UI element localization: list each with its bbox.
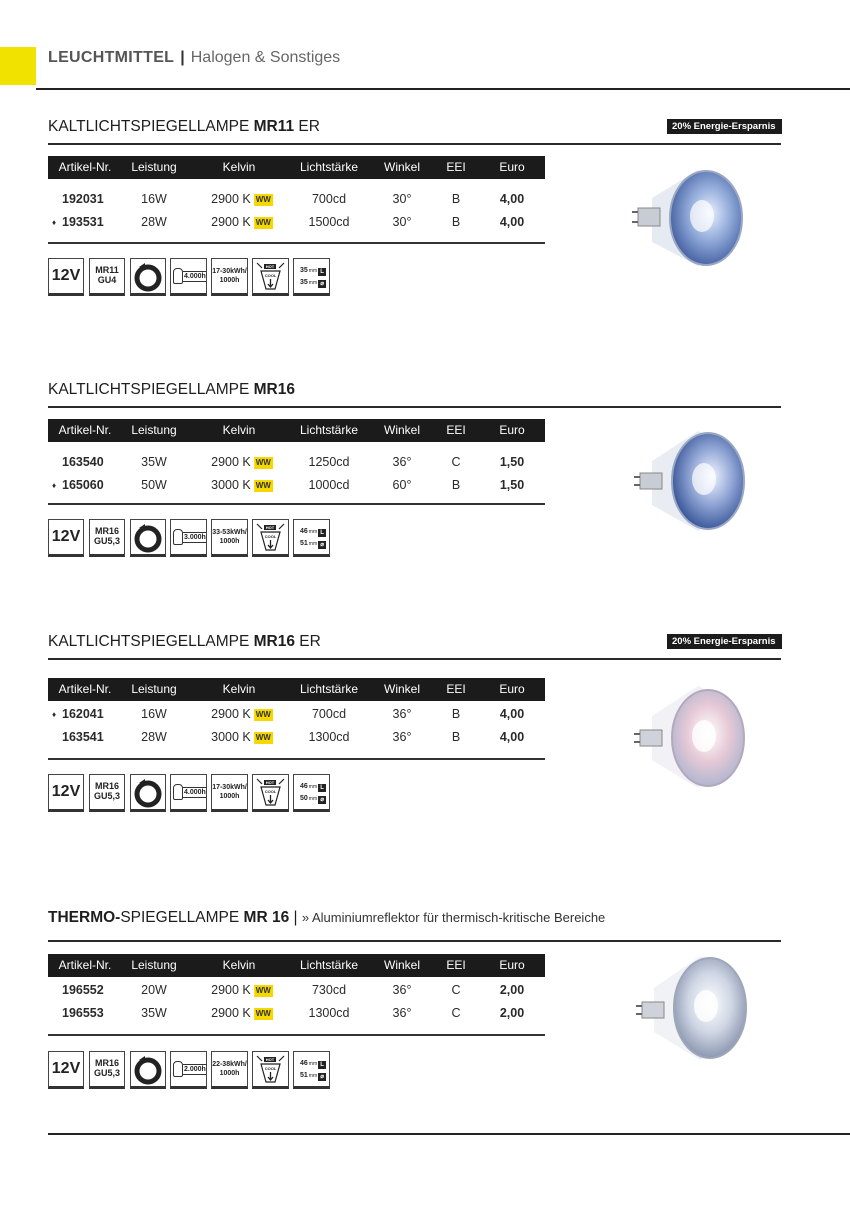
kelvin-value: 2900 K WW (211, 1006, 271, 1020)
article-number: ♦ 165060 (52, 478, 104, 492)
lifetime-icon: 4.000h (170, 258, 207, 296)
intensity-value: 700cd (311, 707, 347, 721)
dimmable-icon (130, 519, 166, 557)
svg-text:COOL: COOL (264, 273, 277, 278)
cool-beam-icon (252, 258, 289, 296)
table-divider (48, 1034, 545, 1036)
warm-white-icon: WW (255, 1009, 271, 1018)
col-leistung: Leistung (131, 423, 177, 437)
eei-value: B (451, 192, 461, 206)
price-value: 2,00 (499, 983, 525, 997)
price-value: 2,00 (499, 1006, 525, 1020)
col-winkel: Winkel (383, 160, 421, 174)
angle-value: 60° (392, 478, 412, 492)
price-value: 4,00 (499, 215, 525, 229)
col-artikel: Artikel-Nr. (58, 958, 112, 972)
power-value: 35W (141, 455, 167, 469)
table-row (48, 1002, 545, 1025)
col-lichtstaerke: Lichtstärke (299, 682, 359, 696)
lifetime-icon: 3.000h (170, 519, 207, 557)
col-leistung: Leistung (131, 682, 177, 696)
chapter-tab-marker (0, 47, 36, 85)
section-divider (48, 940, 781, 942)
energy-consumption-icon: 22-38kWh/ 1000h (211, 1051, 248, 1089)
eei-value: C (451, 983, 461, 997)
socket-icon: MR16 GU5,3 (89, 519, 125, 557)
kelvin-value: 3000 K WW (211, 478, 271, 492)
energy-savings-badge: 20% Energie-Ersparnis (667, 119, 782, 134)
article-number: ♦ 162041 (52, 707, 104, 721)
angle-value: 30° (392, 215, 412, 229)
intensity-value: 1300cd (308, 1006, 350, 1020)
power-value: 20W (141, 983, 167, 997)
table-header (48, 419, 545, 442)
col-euro: Euro (499, 423, 525, 437)
svg-text:HOT: HOT (265, 264, 275, 269)
svg-text:HOT: HOT (265, 525, 275, 530)
dimensions-icon: 46mm L 51mm ⌀ (293, 519, 330, 557)
kelvin-value: 2900 K WW (211, 707, 271, 721)
length-icon: L (318, 1061, 326, 1069)
angle-value: 36° (392, 707, 412, 721)
diameter-icon: ⌀ (318, 280, 326, 288)
table-divider (48, 758, 545, 760)
kelvin-value: 2900 K WW (211, 455, 271, 469)
socket-icon: MR16 GU5,3 (89, 774, 125, 812)
col-eei: EEI (446, 958, 466, 972)
table-divider (48, 503, 545, 505)
col-kelvin: Kelvin (222, 160, 256, 174)
intensity-value: 1300cd (308, 730, 350, 744)
section-divider (48, 406, 781, 408)
lifetime-icon: 2.000h (170, 1051, 207, 1089)
length-icon: L (318, 268, 326, 276)
section-title: KALTLICHTSPIEGELLAMPE MR11 ER (48, 118, 320, 135)
diameter-icon: ⌀ (318, 541, 326, 549)
energy-consumption-icon: 17-30kWh/ 1000h (211, 258, 248, 296)
angle-value: 36° (392, 455, 412, 469)
col-kelvin: Kelvin (222, 958, 256, 972)
table-row (48, 979, 545, 1002)
header-separator: | (180, 49, 185, 66)
warm-white-icon: WW (255, 710, 271, 719)
lamp-image-mr16-er (628, 678, 752, 798)
voltage-icon: 12V (48, 519, 84, 557)
dimmable-icon (130, 1051, 166, 1089)
warm-white-icon: WW (255, 195, 271, 204)
length-icon: L (318, 784, 326, 792)
col-kelvin: Kelvin (222, 682, 256, 696)
angle-value: 36° (392, 983, 412, 997)
angle-value: 36° (392, 730, 412, 744)
voltage-icon: 12V (48, 258, 84, 296)
angle-value: 36° (392, 1006, 412, 1020)
intensity-value: 1000cd (308, 478, 350, 492)
price-value: 4,00 (499, 730, 525, 744)
table-header (48, 954, 545, 977)
col-euro: Euro (499, 160, 525, 174)
intensity-value: 1500cd (308, 215, 350, 229)
col-kelvin: Kelvin (222, 423, 256, 437)
col-euro: Euro (499, 958, 525, 972)
table-header (48, 678, 545, 701)
power-value: 35W (141, 1006, 167, 1020)
lamp-image-mr11 (628, 160, 752, 280)
warm-white-icon: WW (255, 733, 271, 742)
kelvin-value: 2900 K WW (211, 983, 271, 997)
power-value: 16W (141, 192, 167, 206)
col-winkel: Winkel (383, 958, 421, 972)
table-row (48, 211, 545, 234)
section-title: KALTLICHTSPIEGELLAMPE MR16 (48, 381, 295, 398)
svg-text:COOL: COOL (264, 1066, 277, 1071)
energy-savings-badge: 20% Energie-Ersparnis (667, 634, 782, 649)
col-leistung: Leistung (131, 958, 177, 972)
socket-icon: MR16 GU5,3 (89, 1051, 125, 1089)
col-lichtstaerke: Lichtstärke (299, 160, 359, 174)
col-artikel: Artikel-Nr. (58, 160, 112, 174)
article-number: 196553 (62, 1006, 104, 1020)
voltage-icon: 12V (48, 774, 84, 812)
table-row (48, 451, 545, 474)
warm-white-icon: WW (255, 458, 271, 467)
article-number: 163540 (62, 455, 104, 469)
power-value: 28W (141, 730, 167, 744)
section-divider (48, 143, 781, 145)
table-row (48, 726, 545, 749)
intensity-value: 730cd (311, 983, 347, 997)
svg-text:COOL: COOL (264, 534, 277, 539)
socket-icon: MR11 GU4 (89, 258, 125, 296)
intensity-value: 1250cd (308, 455, 350, 469)
article-number: 163541 (62, 730, 104, 744)
section-title: THERMO-SPIEGELLAMPE MR 16 | » Aluminiumreflektor für thermisch-kritische Bereiche (48, 909, 606, 926)
header-category: LEUCHTMITTEL (48, 49, 175, 66)
section-title: KALTLICHTSPIEGELLAMPE MR16 ER (48, 633, 321, 650)
cool-beam-icon (252, 774, 289, 812)
power-value: 16W (141, 707, 167, 721)
price-value: 1,50 (499, 455, 525, 469)
page-header (48, 48, 340, 68)
section-divider (48, 658, 781, 660)
col-eei: EEI (446, 423, 466, 437)
intensity-value: 700cd (311, 192, 347, 206)
article-number: ♦ 193531 (52, 215, 104, 229)
warm-white-icon: WW (255, 218, 271, 227)
col-winkel: Winkel (383, 682, 421, 696)
section-note: » Aluminiumreflektor für thermisch-kritische Bereiche (301, 910, 606, 925)
lifetime-icon: 4.000h (170, 774, 207, 812)
table-row (48, 188, 545, 211)
lamp-image-thermo-mr16 (628, 948, 752, 1070)
col-winkel: Winkel (383, 423, 421, 437)
diameter-icon: ⌀ (318, 1073, 326, 1081)
header-divider (36, 88, 850, 90)
cool-beam-icon (252, 519, 289, 557)
kelvin-value: 2900 K WW (211, 215, 271, 229)
eei-value: C (451, 1006, 461, 1020)
col-lichtstaerke: Lichtstärke (299, 958, 359, 972)
table-row (48, 474, 545, 497)
col-leistung: Leistung (131, 160, 177, 174)
dimensions-icon: 46mm L 51mm ⌀ (293, 1051, 330, 1089)
eei-value: B (451, 478, 461, 492)
table-divider (48, 242, 545, 244)
price-value: 4,00 (499, 192, 525, 206)
dimmable-icon (130, 258, 166, 296)
svg-text:HOT: HOT (265, 780, 275, 785)
kelvin-value: 2900 K WW (211, 192, 271, 206)
voltage-icon: 12V (48, 1051, 84, 1089)
article-number: 192031 (62, 192, 104, 206)
header-subcategory: Halogen & Sonstiges (190, 49, 341, 66)
power-value: 50W (141, 478, 167, 492)
table-row (48, 703, 545, 726)
dimmable-icon (130, 774, 166, 812)
eei-value: B (451, 730, 461, 744)
article-number: 196552 (62, 983, 104, 997)
col-eei: EEI (446, 160, 466, 174)
col-eei: EEI (446, 682, 466, 696)
svg-text:HOT: HOT (265, 1057, 275, 1062)
energy-consumption-icon: 17-30kWh/ 1000h (211, 774, 248, 812)
length-icon: L (318, 529, 326, 537)
dimensions-icon: 35mm L 35mm ⌀ (293, 258, 330, 296)
footer-divider (48, 1133, 850, 1135)
price-value: 1,50 (499, 478, 525, 492)
eei-value: B (451, 707, 461, 721)
warm-white-icon: WW (255, 481, 271, 490)
col-euro: Euro (499, 682, 525, 696)
warm-white-icon: WW (255, 986, 271, 995)
col-artikel: Artikel-Nr. (58, 682, 112, 696)
dimensions-icon: 46mm L 50mm ⌀ (293, 774, 330, 812)
diameter-icon: ⌀ (318, 796, 326, 804)
col-artikel: Artikel-Nr. (58, 423, 112, 437)
price-value: 4,00 (499, 707, 525, 721)
table-header (48, 156, 545, 179)
kelvin-value: 3000 K WW (211, 730, 271, 744)
cool-beam-icon (252, 1051, 289, 1089)
lamp-image-mr16 (628, 423, 752, 541)
svg-text:COOL: COOL (264, 789, 277, 794)
col-lichtstaerke: Lichtstärke (299, 423, 359, 437)
power-value: 28W (141, 215, 167, 229)
eei-value: B (451, 215, 461, 229)
energy-consumption-icon: 33-53kWh/ 1000h (211, 519, 248, 557)
angle-value: 30° (392, 192, 412, 206)
eei-value: C (451, 455, 461, 469)
